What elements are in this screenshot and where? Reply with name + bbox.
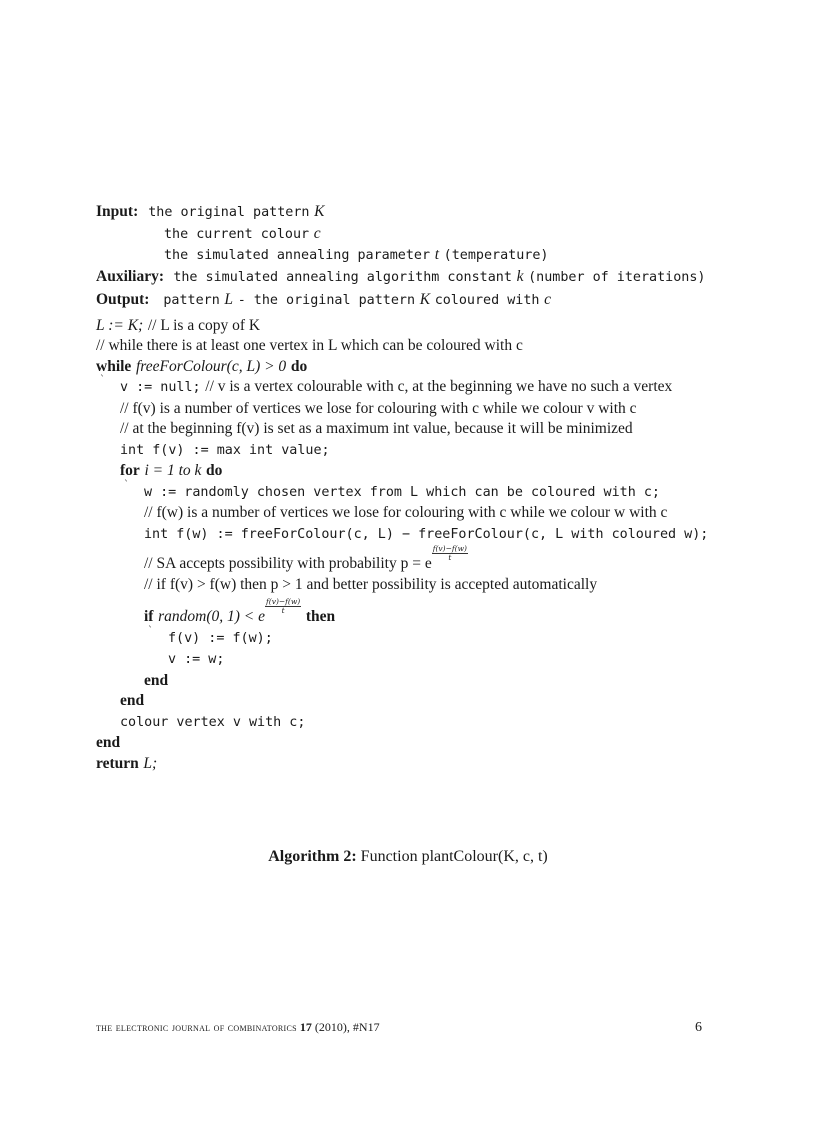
caption-label: Algorithm 2: — [268, 848, 357, 865]
assign-fv-line — [96, 625, 716, 650]
if-exponent — [265, 598, 301, 615]
for-keyword: for — [120, 462, 140, 479]
sa-comment: // SA accepts possibility with probability p = e — [144, 555, 432, 572]
auxiliary-label: Auxiliary: — [96, 267, 165, 285]
end-while-line — [96, 733, 716, 754]
max-comment: // at the beginning f(v) is set as a maximum int value, because it will be minimized — [120, 420, 633, 437]
sa-exponent-den: t — [448, 553, 452, 562]
for-do: do — [206, 462, 223, 479]
assign-v-code: v := w; — [168, 652, 225, 667]
footer-citation — [96, 1020, 380, 1036]
input-text-1: the original pattern — [148, 205, 310, 220]
block-tick: ` — [148, 625, 153, 637]
output-var-2: K — [419, 291, 431, 308]
max-comment-line — [96, 419, 716, 440]
fw-compute-code: int f(w) := freeForColour(c, L) − freeForColour(c, L with coloured w); — [144, 526, 709, 542]
input-label: Input: — [96, 203, 139, 220]
output-line — [96, 290, 716, 312]
page-footer — [96, 1020, 702, 1036]
sa-exponent-num: f(v)−f(w) — [432, 544, 467, 553]
null-code: v := null; — [120, 380, 201, 395]
for-line — [96, 461, 716, 482]
while-comment-line — [96, 336, 716, 357]
null-comment: // v is a vertex colourable with c, at the beginning we have no such a vertex — [205, 378, 673, 395]
colour-vertex-line — [96, 712, 716, 734]
output-text-2: - the original pattern — [237, 293, 416, 308]
end-for-keyword: end — [120, 692, 145, 709]
input-var-2: c — [313, 224, 321, 242]
if-line — [96, 598, 716, 628]
assign-v-line — [96, 649, 716, 671]
for-range: i = 1 to k — [144, 462, 202, 479]
copy-code: L := K; — [96, 316, 144, 334]
if-exponent-den: t — [281, 606, 285, 615]
input-text-2: the current colour — [164, 226, 310, 242]
input-line-2 — [96, 224, 716, 246]
assign-fv-code: f(v) := f(w); — [168, 630, 273, 646]
input-tail-3: (temperature) — [443, 248, 549, 263]
input-var-3: t — [434, 246, 439, 263]
auxiliary-line — [96, 267, 716, 289]
sa-exponent — [432, 545, 468, 562]
while-line — [96, 357, 716, 378]
while-comment: // while there is at least one vertex in L which can be coloured with c — [96, 337, 523, 354]
algorithm-caption — [0, 848, 816, 866]
fv-comment: // f(v) is a number of vertices we lose for colouring with c while we colour v with c — [120, 399, 637, 417]
caption-text: Function plantColour(K, c, t) — [360, 848, 548, 865]
colour-vertex-code: colour vertex v with c; — [120, 714, 306, 730]
auxiliary-var: k — [516, 267, 524, 285]
while-condition: freeForColour(c, L) > 0 — [135, 357, 287, 375]
if-exponent-num: f(v)−f(w) — [266, 597, 301, 606]
init-fv-code: int f(v) := max int value; — [120, 442, 330, 458]
block-tick: ` — [100, 375, 105, 386]
copy-comment: // L is a copy of K — [147, 316, 261, 334]
if-keyword: if — [144, 608, 154, 625]
fw-comment: // f(w) is a number of vertices we lose for colouring with c while we colour w with c — [144, 504, 668, 521]
accept-comment-line — [96, 575, 716, 596]
null-line — [96, 377, 716, 399]
sa-comment-line — [96, 545, 716, 575]
auxiliary-text: the simulated annealing algorithm constant — [173, 269, 512, 285]
end-if-keyword: end — [144, 671, 169, 689]
return-keyword: return — [96, 754, 139, 772]
while-keyword: while — [96, 357, 132, 375]
input-var-1: K — [314, 203, 325, 220]
footer-journal: the electronic journal of combinatorics — [96, 1020, 297, 1034]
output-text-3: coloured with — [434, 293, 540, 308]
input-text-3: the simulated annealing parameter — [164, 248, 431, 263]
return-value: L; — [143, 754, 158, 772]
if-then: then — [305, 608, 336, 625]
input-line-3 — [96, 245, 716, 267]
fw-compute-line — [96, 524, 716, 546]
accept-comment: // if f(v) > f(w) then p > 1 and better possibility is accepted automatically — [144, 575, 598, 593]
output-var-1: L — [224, 291, 234, 308]
fw-comment-line — [96, 503, 716, 524]
while-do: do — [290, 357, 308, 375]
page-number: 6 — [695, 1020, 702, 1035]
end-while-keyword: end — [96, 734, 121, 751]
footer-year-issue: (2010), #N17 — [314, 1020, 380, 1034]
end-if-line — [96, 671, 716, 692]
output-text-1: pattern — [163, 293, 220, 308]
input-line-1 — [96, 202, 716, 224]
end-for-line — [96, 691, 716, 712]
return-line — [96, 754, 716, 775]
output-var-3: c — [544, 291, 552, 308]
copy-line — [96, 316, 716, 337]
block-tick: ` — [124, 479, 129, 491]
random-vertex-code: w := randomly chosen vertex from L which can be coloured with c; — [144, 484, 660, 500]
auxiliary-tail: (number of iterations) — [528, 269, 706, 285]
algorithm-block — [96, 202, 716, 774]
output-label: Output: — [96, 291, 150, 308]
init-fv-line — [96, 440, 716, 462]
footer-volume: 17 — [299, 1020, 312, 1034]
if-condition: random(0, 1) < e — [158, 608, 265, 625]
random-vertex-line — [96, 479, 716, 504]
fv-comment-line — [96, 399, 716, 420]
